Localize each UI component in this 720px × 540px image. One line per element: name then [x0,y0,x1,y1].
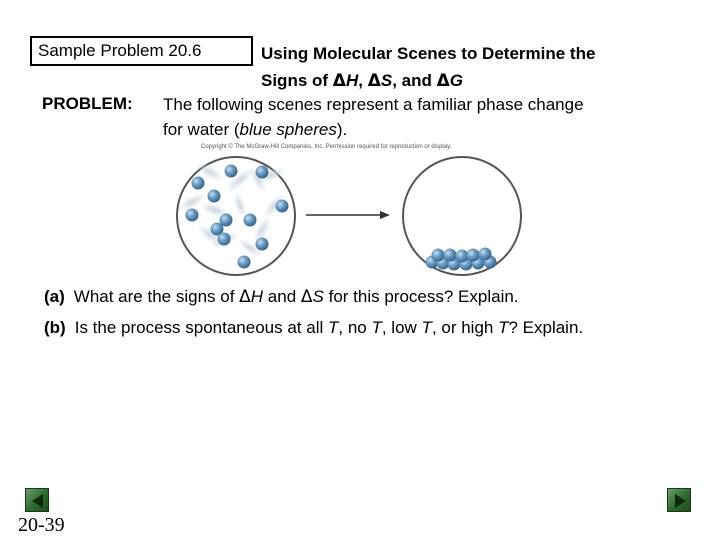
triangle-right-icon [668,489,692,513]
problem-line-2 [163,117,683,142]
water-molecule [256,166,269,179]
water-molecule [276,200,289,213]
water-molecule [432,249,445,262]
water-molecule [225,165,238,178]
copyright-notice: Copyright © The McGraw-Hill Companies, Inc. Permission required for reproduction or display. [201,144,452,150]
slide-number: 20-39 [18,514,65,536]
temperature-symbol: T [371,318,382,337]
question-b-low: , low [381,318,422,337]
water-molecule [218,233,231,246]
question-b-text: Is the process spontaneous at all [74,318,328,337]
temperature-symbol: T [327,318,339,337]
question-a-and: and [263,287,301,306]
water-molecule [238,256,251,269]
delta-symbol: Δ [367,71,381,91]
enthalpy-symbol: H [345,71,359,90]
temperature-symbol: T [421,318,432,337]
question-a-label: (a) [44,287,65,306]
enthalpy-symbol: H [250,287,264,306]
water-molecule [244,214,257,227]
liquid-phase-scene [403,157,521,275]
delta-symbol: Δ [436,71,450,91]
sample-problem-label: Sample Problem 20.6 [38,41,202,60]
question-b-label: (b) [44,318,66,337]
temperature-symbol: T [498,318,509,337]
gas-phase-scene [176,157,295,275]
problem-statement [163,92,683,142]
delta-symbol: Δ [239,287,251,307]
sample-problem-title [261,40,701,95]
question-b [44,317,583,339]
question-a [44,286,519,308]
title-signs-of: Signs of [261,71,333,90]
water-molecule [208,190,221,203]
entropy-symbol: S [312,287,324,306]
problem-line-1: The following scenes represent a familiar phase change [163,95,584,114]
water-molecule [186,209,199,222]
sample-problem-box [30,36,253,66]
question-a-text: What are the signs of [73,287,240,306]
title-separator: , [358,71,368,90]
water-molecule [192,177,205,190]
problem-line-2-prefix: for water ( [163,120,240,139]
problem-line-2-suffix: ). [336,120,348,139]
previous-slide-button[interactable] [25,488,49,512]
question-b-no: , no [338,318,372,337]
water-molecule [444,249,457,262]
problem-label: PROBLEM: [42,94,133,113]
next-slide-button[interactable] [667,488,691,512]
process-arrow [306,211,390,219]
phase-change-figure [170,150,530,280]
title-line-1: Using Molecular Scenes to Determine the [261,44,596,63]
water-molecule [479,248,492,261]
entropy-symbol: S [380,71,393,90]
title-and: , and [392,71,437,90]
delta-symbol: Δ [332,71,346,91]
delta-symbol: Δ [300,287,313,307]
question-a-tail: for this process? Explain. [323,287,519,306]
title-line-2 [261,67,701,95]
water-molecule [456,250,469,263]
blue-spheres-text: blue spheres [239,120,337,139]
question-b-high: , or high [431,318,499,337]
water-molecule [256,238,269,251]
question-b-tail: ? Explain. [508,318,584,337]
free-energy-symbol: G [449,71,464,90]
water-molecule [467,249,480,262]
triangle-left-icon [26,489,50,513]
